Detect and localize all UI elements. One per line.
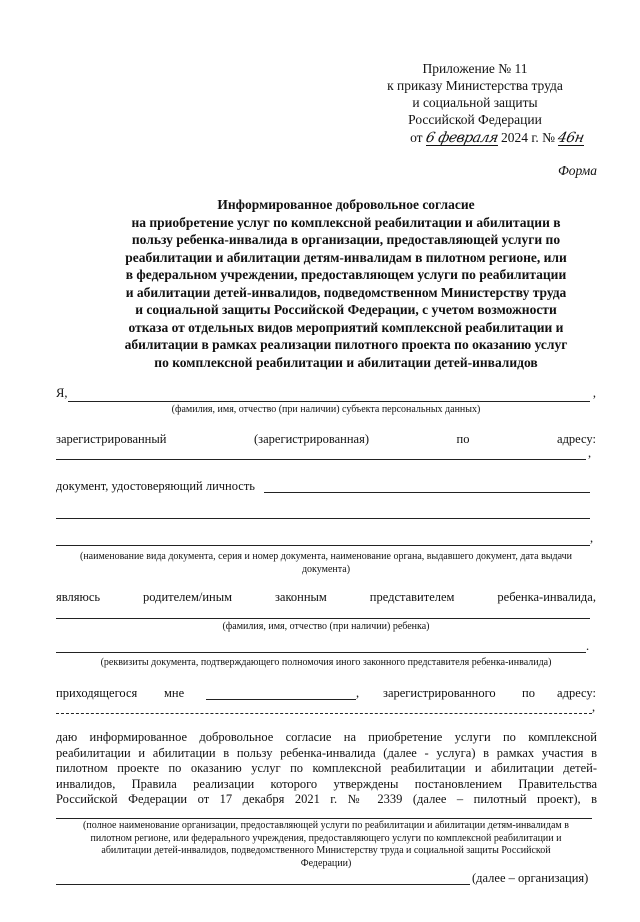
- rel-word-4: по: [522, 686, 535, 700]
- fio-row: [56, 386, 596, 401]
- title-line: и абилитации детей-инвалидов, подведомственном Министерству труда: [125, 284, 567, 300]
- document-title: [92, 196, 600, 371]
- caption-line: абилитации детей-инвалидов, подведомственного Министерству труда и социальной защиты Российской: [101, 845, 551, 856]
- title-line: и социальной защиты Российской Федерации, с учетом возможности: [135, 302, 557, 317]
- authority-dot: .: [586, 639, 590, 653]
- rep-word-3: законным: [274, 590, 327, 604]
- title-line: пользу ребенка-инвалида в организации, предоставляющей услуги по: [131, 232, 561, 247]
- reg-word-2: (зарегистрированная): [254, 432, 369, 446]
- date-year: 2024 г. №: [501, 130, 556, 145]
- para-line: даю информированное добровольное согласие на приобретение услуги по комплексной: [56, 730, 597, 744]
- caption-line: пилотном регионе, или федерального учреждения, предоставляющего услуги по комплексной реабилитации и: [90, 832, 562, 844]
- para-line: инвалидов, Правила реализации которого утверждены постановлением Правительства: [56, 776, 597, 791]
- caption-line: Федерации): [300, 857, 352, 869]
- relation-field[interactable]: [206, 699, 356, 700]
- appendix-order-line: к приказу Министерства труда: [387, 78, 563, 93]
- child-fio-caption: (фамилия, имя, отчество (при наличии) ребенка): [222, 621, 430, 632]
- id-document-comma: ,: [590, 531, 594, 545]
- fio-comma: ,: [592, 386, 596, 400]
- title-line: по комплексной реабилитации и абилитации детей-инвалидов: [154, 354, 538, 370]
- appendix-number: Приложение № 11: [422, 61, 528, 76]
- title-line: отказа от отдельных видов мероприятий комплексной реабилитации и: [128, 319, 564, 335]
- rel-word-2: мне: [164, 686, 185, 700]
- title-line: на приобретение услуг по комплексной реабилитации и абилитации в: [131, 214, 561, 230]
- fio-field[interactable]: [68, 401, 590, 402]
- reg-word-3: по: [456, 432, 470, 446]
- handwritten-number-field: [558, 131, 584, 146]
- caption-line: (наименование вида документа, серия и номер документа, наименование органа, выдавшего документ, дата выдачи: [79, 551, 573, 562]
- para-line: реабилитации и абилитации в пользу ребенка-инвалида (далее - услуга) в рамках участия в: [56, 745, 597, 760]
- order-date-line: [360, 129, 590, 146]
- ya-label: Я,: [56, 386, 68, 400]
- organization-field-2[interactable]: [56, 884, 470, 885]
- title-line: абилитации в рамках реализации пилотного проекта по оказанию услуг: [124, 337, 568, 352]
- handwritten-number: 46н: [556, 130, 586, 146]
- rel-word-3: зарегистрированного: [383, 686, 496, 700]
- title-line: реабилитации и абилитации детям-инвалидам в пилотном регионе, или: [125, 249, 567, 265]
- rel-comma: ,: [356, 686, 360, 700]
- form-label: Форма: [557, 163, 597, 178]
- address-comma: ,: [588, 446, 592, 460]
- rel-word-5: адресу:: [557, 686, 596, 700]
- date-prefix: от: [410, 130, 423, 145]
- id-document-field[interactable]: [264, 492, 590, 493]
- authority-caption: (реквизиты документа, подтверждающего полномочия иного законного представителя ребенка-инвалида): [100, 657, 552, 668]
- para-line: Российской Федерации от 17 декабря 2021 г. № 2339 (далее – пилотный проект), в: [56, 792, 597, 807]
- appendix-country-line: Российской Федерации: [408, 112, 542, 127]
- id-document-field-2[interactable]: [56, 518, 590, 519]
- title-line: в федеральном учреждении, предоставляющем услуги по реабилитации: [125, 267, 567, 282]
- rep-word-5: ребенка-инвалида,: [497, 590, 596, 604]
- handwritten-date: 6 февраля: [424, 130, 500, 146]
- id-document-field-3[interactable]: [56, 545, 590, 546]
- appendix-ministry-line: и социальной защиты: [412, 95, 538, 110]
- registration-row: [56, 432, 596, 447]
- handwritten-date-field: [426, 131, 498, 146]
- rep-word-4: представителем: [369, 590, 455, 604]
- title-line: Информированное добровольное согласие: [217, 197, 475, 212]
- caption-line: документа): [301, 564, 351, 575]
- organization-caption: [52, 820, 600, 870]
- fio-caption: (фамилия, имя, отчество (при наличии) субъекта персональных данных): [171, 404, 481, 415]
- appendix-header: [360, 60, 590, 146]
- representative-row: [56, 590, 596, 605]
- caption-line: (полное наименование организации, предоставляющей услуги по реабилитации и абилитации детям-инвалидам в: [83, 820, 569, 831]
- authority-document-field[interactable]: [56, 652, 586, 653]
- id-document-caption: [52, 550, 600, 576]
- organization-field[interactable]: [56, 818, 592, 819]
- para-line: пилотном проекте по оказанию услуг по комплексной реабилитации и абилитации детей-: [56, 761, 597, 776]
- consent-paragraph: [56, 730, 597, 808]
- relation-address-comma: ,: [592, 700, 596, 714]
- child-fio-field[interactable]: [56, 618, 590, 619]
- reg-word-4: адресу:: [557, 432, 596, 446]
- rep-word-2: родителем/иным: [142, 590, 233, 604]
- id-document-label: документ, удостоверяющий личность: [56, 479, 256, 493]
- reg-word-1: зарегистрированный: [56, 432, 167, 446]
- rep-word-1: являюсь: [56, 590, 101, 604]
- organization-suffix: (далее – организация): [472, 871, 589, 885]
- relation-address-field[interactable]: [56, 713, 592, 714]
- rel-word-1: приходящегося: [56, 686, 138, 700]
- address-field[interactable]: [56, 459, 586, 460]
